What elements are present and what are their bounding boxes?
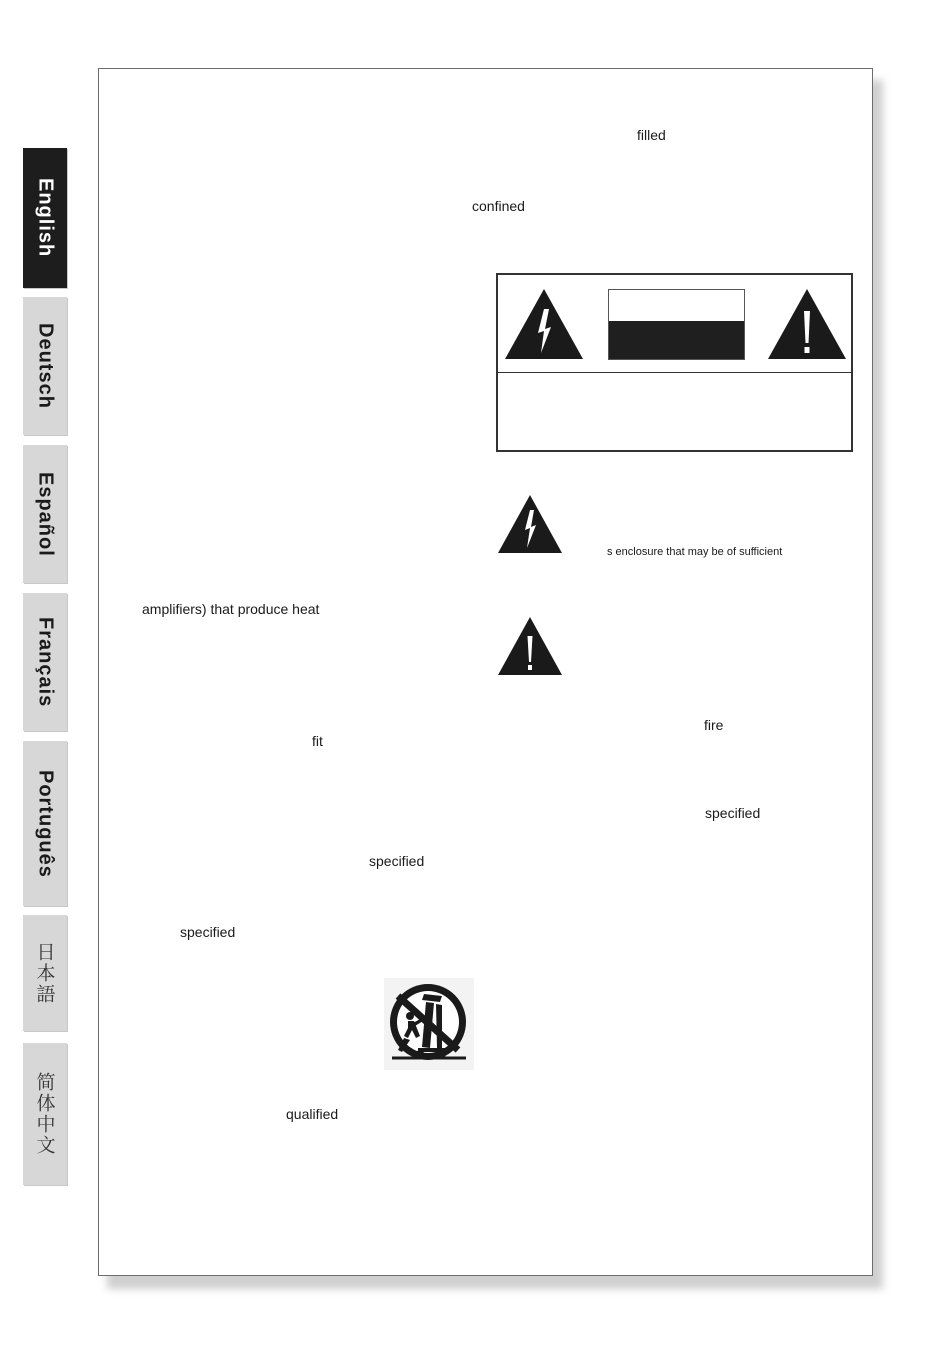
- caution-label-band: [609, 321, 744, 359]
- text-fit: fit: [312, 733, 323, 749]
- tab-portugues[interactable]: [23, 741, 67, 906]
- text-confined: confined: [472, 198, 525, 214]
- text-enclosure: s enclosure that may be of sufficient: [607, 546, 783, 558]
- document-page: [98, 68, 873, 1276]
- tab-deutsch[interactable]: [23, 297, 67, 435]
- tab-chinese[interactable]: [23, 1043, 67, 1185]
- tab-espanol-label: Español: [34, 471, 57, 557]
- caution-label: [608, 289, 745, 360]
- tab-francais-label: Français: [34, 616, 57, 708]
- text-specified-mid: specified: [369, 853, 425, 869]
- text-qualified: qualified: [286, 1106, 339, 1122]
- exclamation-warning-icon-standalone: [497, 616, 563, 676]
- tab-deutsch-label: Deutsch: [34, 323, 57, 409]
- tab-espanol[interactable]: [23, 445, 67, 583]
- tab-portugues-label: Português: [34, 769, 57, 878]
- tab-japanese[interactable]: [23, 915, 67, 1031]
- tab-chinese-label: 简体中文: [33, 1072, 56, 1156]
- lightning-warning-icon: [503, 287, 585, 361]
- text-filled: filled: [637, 127, 666, 143]
- tab-japanese-label: 日本語: [33, 941, 56, 1005]
- text-fire: fire: [704, 717, 724, 733]
- lightning-warning-icon-standalone: [497, 494, 563, 554]
- text-specified-left: specified: [180, 924, 236, 940]
- caution-divider: [498, 372, 851, 373]
- caution-box: [496, 273, 853, 452]
- text-amplifiers: amplifiers) that produce heat: [142, 601, 320, 617]
- tab-english-label: English: [34, 178, 57, 258]
- tab-english[interactable]: [23, 148, 67, 288]
- text-specified-right: specified: [705, 805, 761, 821]
- exclamation-warning-icon: [766, 287, 848, 361]
- tab-francais[interactable]: [23, 593, 67, 731]
- cart-tip-over-icon: [384, 978, 474, 1070]
